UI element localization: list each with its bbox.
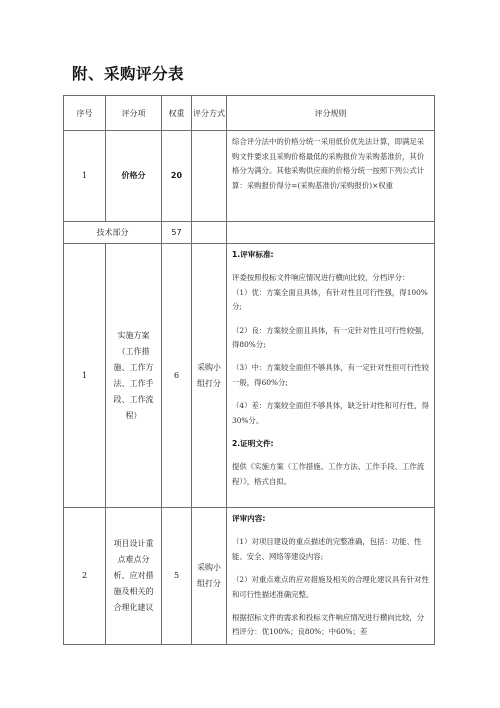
row-item: 项目设计重点难点分析、应对措施及相关的合理化建议	[106, 508, 162, 645]
table-header-row	[64, 96, 435, 131]
rule-intro: 评委按照投标文件响应情况进行横向比较，分档评分：	[232, 273, 410, 283]
rule-level-medium: （3）中：方案较全面但不够具体，有一定针对性但可行性较一般，得60%分;	[232, 363, 429, 387]
rule-heading-content: 评审内容:	[232, 514, 266, 523]
row-method	[192, 131, 227, 222]
price-rule-text: 综合评分法中的价格分统一采用低价优先法计算，即满足采购文件要求且采购价格最低的采购报价为采购基准价，其价格分为满分。其他采购供应商的价格分统一按照下列公式计算：采购报价得分=(采购基准价/采购报价)×权重	[232, 137, 425, 190]
rule-scoring: 根据招标文件的需求和投标文件响应情况进行横向比较，分档评分：优100%；良80%；中60%；差	[232, 612, 425, 637]
rule-proof: 提供《实施方案（工作措施、工作方法、工作手段、工作流程）》，格式自拟。	[232, 462, 425, 486]
table-row-key-difficulties	[64, 508, 435, 645]
rule-level-good: （2）良：方案较全面且具体，有一定针对性且可行性较强，得80%分;	[232, 325, 429, 350]
row-rules	[227, 508, 435, 645]
page-title: 附、采购评分表	[72, 65, 185, 83]
row-no: 1	[64, 244, 106, 508]
row-item: 价格分	[106, 131, 162, 222]
row-rules	[227, 244, 435, 508]
rule-heading-standard: 1.评审标准:	[232, 250, 274, 259]
table-row-tech-section	[64, 222, 435, 244]
header-no: 序号	[64, 96, 106, 131]
row-weight: 5	[162, 508, 192, 645]
header-item: 评分项	[106, 96, 162, 131]
row-no: 2	[64, 508, 106, 645]
scoring-table	[63, 95, 435, 645]
row-method: 采购小组打分	[192, 244, 227, 508]
rule-heading-proof: 2.证明文件:	[232, 438, 274, 448]
table-row-implementation	[64, 244, 435, 508]
header-rules: 评分规则	[227, 96, 435, 131]
header-method: 评分方式	[192, 96, 227, 131]
row-weight: 20	[162, 131, 192, 222]
rule-level-excellent: （1）优：方案全面且具体，有针对性且可行性强，得100%分;	[232, 287, 428, 312]
row-method: 采购小组打分	[192, 508, 227, 645]
tech-section-weight: 57	[162, 222, 192, 244]
rule-point-1: （1）对项目建设的重点描述的完整准确，包括：功能、性能、安全、网络等建设内容;	[232, 537, 422, 561]
rule-level-poor: （4）差：方案较全面但不够具体，缺乏针对性和可行性，得30%分。	[232, 401, 429, 425]
rule-point-2: （2）对重点难点的应对措施及相关的合理化建议具有针对性和可行性描述准确完整。	[232, 574, 429, 599]
row-no: 1	[64, 131, 106, 222]
tech-section-method	[192, 222, 227, 244]
header-weight: 权重	[162, 96, 192, 131]
row-item: 实施方案（工作措施、工作方法、工作手段、工作流程）	[106, 244, 162, 508]
tech-section-label: 技术部分	[64, 222, 162, 244]
row-weight: 6	[162, 244, 192, 508]
row-rules	[227, 131, 435, 222]
tech-section-rules	[227, 222, 435, 244]
table-row-price	[64, 131, 435, 222]
